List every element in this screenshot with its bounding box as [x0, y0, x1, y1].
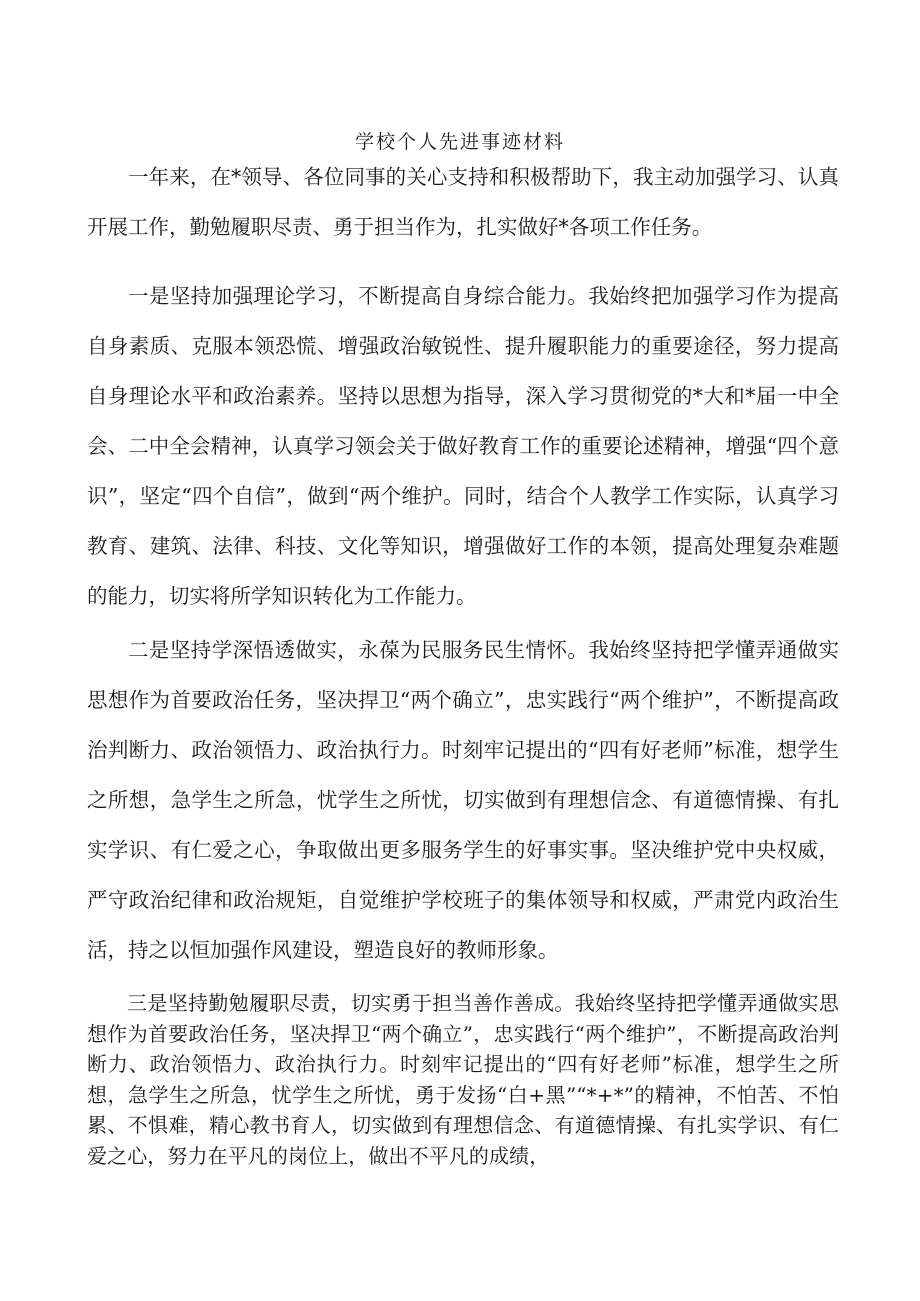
paragraph-intro: 一年来，在*领导、各位同事的关心支持和积极帮助下，我主动加强学习、认真开展工作，勤勉履职尽责、勇于担当作为，扎实做好*各项工作任务。: [87, 165, 839, 239]
paragraph-deep-study: 二是坚持学深悟透做实，永葆为民服务民生情怀。我始终坚持把学懂弄通做实思想作为首要政治任务，坚决捍卫“两个确立”，忠实践行“两个维护”，不断提高政治判断力、政治领悟力、政治执行力。时刻牢记提出的“四有好老师”标准，想学生之所想，急学生之所急，忧学生之所忧，切实做到有理想信念、有道德情操、有扎实学识、有仁爱之心，争取做出更多服务学生的好事实事。坚决维护党中央权威，严守政治纪律和政治规矩，自觉维护学校班子的集体领导和权威，严肃党内政治生活，持之以恒加强作风建设，塑造良好的教师形象。: [87, 638, 839, 962]
paragraph-theory-study: 一是坚持加强理论学习，不断提高自身综合能力。我始终把加强学习作为提高自身素质、克服本领恐慌、增强政治敏锐性、提升履职能力的重要途径，努力提高自身理论水平和政治素养。坚持以思想为指导，深入学习贯彻党的*大和*届一中全会、二中全会精神，认真学习领会关于做好教育工作的重要论述精神，增强“四个意识”，坚定“四个自信”，做到“两个维护。同时，结合个人教学工作实际，认真学习教育、建筑、法律、科技、文化等知识，增强做好工作的本领，提高处理复杂难题的能力，切实将所学知识转化为工作能力。: [87, 284, 839, 608]
document-title: 学校个人先进事迹材料: [354, 131, 565, 153]
paragraph-diligent-duty: 三是坚持勤勉履职尽责，切实勇于担当善作善成。我始终坚持把学懂弄通做实思想作为首要政治任务，坚决捍卫“两个确立”，忠实践行“两个维护”，不断提高政治判断力、政治领悟力、政治执行力。时刻牢记提出的“四有好老师”标准，想学生之所想，急学生之所急，忧学生之所忧，勇于发扬“白+黑”“*+*”的精神，不怕苦、不怕累、不惧难，精心教书育人，切实做到有理想信念、有道德情操、有扎实学识、有仁爱之心，努力在平凡的岗位上，做出不平凡的成绩，: [87, 991, 839, 1168]
